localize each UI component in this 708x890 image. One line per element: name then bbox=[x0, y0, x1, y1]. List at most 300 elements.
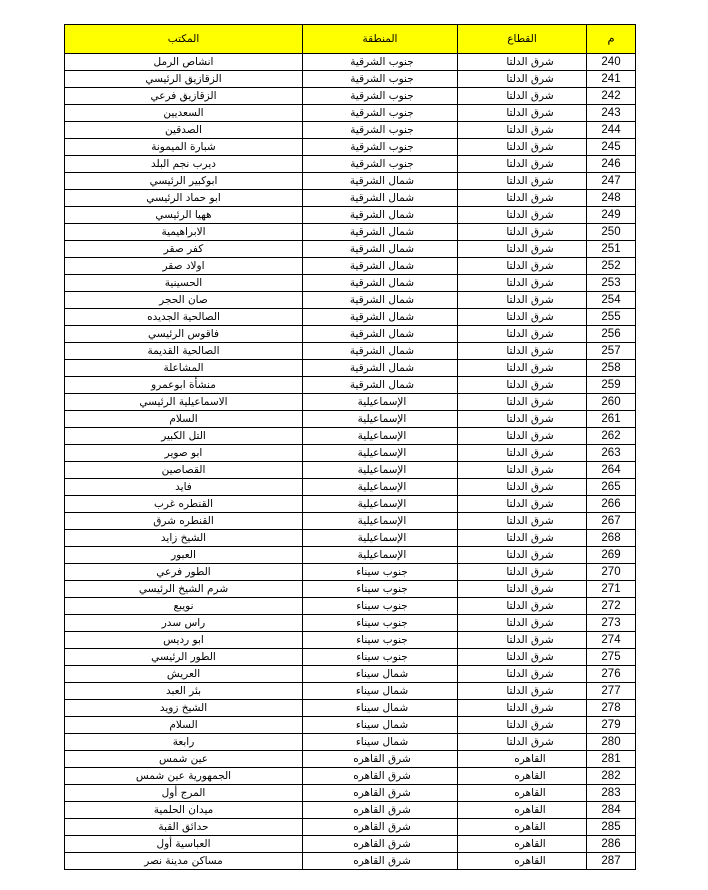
cell-area-text: جنوب سيناء bbox=[356, 634, 408, 646]
cell-num[interactable]: 265 bbox=[587, 479, 636, 496]
cell-sector[interactable] bbox=[458, 292, 587, 309]
cell-num[interactable]: 278 bbox=[587, 700, 636, 717]
cell-office[interactable]: العباسية أول bbox=[65, 836, 303, 853]
cell-sector[interactable] bbox=[458, 785, 587, 802]
cell-office[interactable]: شبارة الميمونة bbox=[65, 139, 303, 156]
cell-num[interactable]: 249 bbox=[587, 207, 636, 224]
cell-area-text: شمال الشرقية bbox=[349, 226, 415, 238]
cell-area-text: شمال الشرقية bbox=[349, 362, 415, 374]
table-row[interactable] bbox=[65, 462, 636, 479]
table-row[interactable] bbox=[65, 224, 636, 241]
cell-area-text: الإسماعيلية bbox=[357, 430, 407, 442]
cell-num[interactable]: 260 bbox=[587, 394, 636, 411]
cell-num[interactable]: 257 bbox=[587, 343, 636, 360]
cell-office[interactable]: حدائق القبة bbox=[65, 819, 303, 836]
cell-area[interactable] bbox=[303, 564, 458, 581]
table-row[interactable] bbox=[65, 496, 636, 513]
cell-sector[interactable] bbox=[458, 377, 587, 394]
cell-area[interactable] bbox=[303, 326, 458, 343]
table-row[interactable] bbox=[65, 241, 636, 258]
cell-sector[interactable] bbox=[458, 700, 587, 717]
cell-sector[interactable] bbox=[458, 156, 587, 173]
cell-office[interactable]: التل الكبير bbox=[65, 428, 303, 445]
cell-area[interactable] bbox=[303, 479, 458, 496]
cell-sector[interactable] bbox=[458, 564, 587, 581]
cell-area[interactable] bbox=[303, 615, 458, 632]
cell-area-text: الإسماعيلية bbox=[357, 413, 407, 425]
table-row[interactable] bbox=[65, 734, 636, 751]
cell-sector[interactable] bbox=[458, 734, 587, 751]
cell-num[interactable]: 282 bbox=[587, 768, 636, 785]
table-row[interactable] bbox=[65, 122, 636, 139]
cell-area-text: شمال سيناء bbox=[355, 668, 409, 680]
table-row[interactable] bbox=[65, 564, 636, 581]
cell-office[interactable]: صان الحجر bbox=[65, 292, 303, 309]
cell-num[interactable]: 266 bbox=[587, 496, 636, 513]
cell-area[interactable] bbox=[303, 700, 458, 717]
header-office: المكتب bbox=[65, 25, 303, 54]
table-row[interactable] bbox=[65, 71, 636, 88]
cell-office[interactable]: انشاص الرمل bbox=[65, 54, 303, 71]
cell-office[interactable]: الطور فرعي bbox=[65, 564, 303, 581]
cell-num[interactable]: 286 bbox=[587, 836, 636, 853]
cell-sector[interactable] bbox=[458, 581, 587, 598]
cell-area-text: جنوب الشرقية bbox=[350, 90, 414, 102]
cell-sector[interactable] bbox=[458, 207, 587, 224]
cell-sector-text: شرق الدلتا bbox=[506, 634, 554, 646]
cell-sector[interactable] bbox=[458, 802, 587, 819]
cell-num[interactable]: 271 bbox=[587, 581, 636, 598]
cell-area[interactable] bbox=[303, 598, 458, 615]
table-row[interactable] bbox=[65, 853, 636, 870]
cell-area[interactable] bbox=[303, 751, 458, 768]
cell-sector-text: القاهره bbox=[514, 770, 546, 782]
cell-office[interactable]: ابوكبير الرئيسي bbox=[65, 173, 303, 190]
cell-area-text: الإسماعيلية bbox=[357, 532, 407, 544]
cell-area[interactable] bbox=[303, 224, 458, 241]
cell-office[interactable]: الصدقين bbox=[65, 122, 303, 139]
cell-num[interactable]: 280 bbox=[587, 734, 636, 751]
cell-office[interactable]: راس سدر bbox=[65, 615, 303, 632]
table-row[interactable] bbox=[65, 394, 636, 411]
cell-num[interactable]: 277 bbox=[587, 683, 636, 700]
cell-num[interactable]: 264 bbox=[587, 462, 636, 479]
cell-num[interactable]: 269 bbox=[587, 547, 636, 564]
cell-num[interactable]: 285 bbox=[587, 819, 636, 836]
cell-area-text: جنوب سيناء bbox=[356, 566, 408, 578]
cell-num[interactable]: 287 bbox=[587, 853, 636, 870]
cell-office[interactable]: الزقازيق فرعي bbox=[65, 88, 303, 105]
offices-table bbox=[64, 24, 636, 870]
cell-area[interactable] bbox=[303, 207, 458, 224]
cell-sector-text: شرق الدلتا bbox=[506, 430, 554, 442]
cell-sector[interactable] bbox=[458, 615, 587, 632]
cell-area-text: جنوب الشرقية bbox=[350, 124, 414, 136]
cell-num[interactable]: 247 bbox=[587, 173, 636, 190]
cell-sector-text: القاهره bbox=[514, 855, 546, 867]
cell-office[interactable]: ههيا الرئيسي bbox=[65, 207, 303, 224]
cell-office[interactable]: ابو رديس bbox=[65, 632, 303, 649]
cell-sector-text: شرق الدلتا bbox=[506, 396, 554, 408]
cell-sector[interactable] bbox=[458, 360, 587, 377]
cell-area[interactable] bbox=[303, 241, 458, 258]
cell-sector[interactable] bbox=[458, 462, 587, 479]
table-row[interactable] bbox=[65, 615, 636, 632]
cell-area[interactable] bbox=[303, 581, 458, 598]
cell-num[interactable]: 261 bbox=[587, 411, 636, 428]
cell-area-text: الإسماعيلية bbox=[357, 396, 407, 408]
cell-office[interactable]: السعديين bbox=[65, 105, 303, 122]
cell-sector[interactable] bbox=[458, 683, 587, 700]
cell-area-text: شمال الشرقية bbox=[349, 243, 415, 255]
cell-sector[interactable] bbox=[458, 496, 587, 513]
table-row[interactable] bbox=[65, 768, 636, 785]
table-row[interactable] bbox=[65, 411, 636, 428]
cell-area[interactable] bbox=[303, 666, 458, 683]
cell-area-text: جنوب الشرقية bbox=[350, 141, 414, 153]
cell-office[interactable]: ابو حماد الرئيسي bbox=[65, 190, 303, 207]
cell-area[interactable] bbox=[303, 156, 458, 173]
cell-area[interactable] bbox=[303, 632, 458, 649]
cell-area[interactable] bbox=[303, 547, 458, 564]
cell-sector-text: شرق الدلتا bbox=[506, 413, 554, 425]
cell-num[interactable]: 263 bbox=[587, 445, 636, 462]
cell-num[interactable]: 262 bbox=[587, 428, 636, 445]
cell-area[interactable] bbox=[303, 190, 458, 207]
cell-num[interactable]: 275 bbox=[587, 649, 636, 666]
cell-num[interactable]: 245 bbox=[587, 139, 636, 156]
cell-office[interactable]: الشيخ زويد bbox=[65, 700, 303, 717]
cell-sector[interactable] bbox=[458, 632, 587, 649]
cell-sector[interactable] bbox=[458, 513, 587, 530]
cell-area[interactable] bbox=[303, 785, 458, 802]
cell-office[interactable]: القنطره شرق bbox=[65, 513, 303, 530]
table-row[interactable] bbox=[65, 819, 636, 836]
cell-sector[interactable] bbox=[458, 326, 587, 343]
cell-office[interactable]: المرج أول bbox=[65, 785, 303, 802]
cell-sector-text: شرق الدلتا bbox=[506, 90, 554, 102]
cell-area[interactable] bbox=[303, 649, 458, 666]
cell-num[interactable]: 259 bbox=[587, 377, 636, 394]
cell-num[interactable]: 258 bbox=[587, 360, 636, 377]
cell-sector[interactable] bbox=[458, 139, 587, 156]
table-row[interactable] bbox=[65, 309, 636, 326]
cell-office[interactable]: القصاصين bbox=[65, 462, 303, 479]
table-row[interactable] bbox=[65, 836, 636, 853]
cell-area[interactable] bbox=[303, 88, 458, 105]
cell-area[interactable] bbox=[303, 105, 458, 122]
cell-office[interactable]: اولاد صقر bbox=[65, 258, 303, 275]
cell-sector-text: شرق الدلتا bbox=[506, 311, 554, 323]
cell-area[interactable] bbox=[303, 717, 458, 734]
cell-sector[interactable] bbox=[458, 428, 587, 445]
cell-num[interactable]: 281 bbox=[587, 751, 636, 768]
cell-sector[interactable] bbox=[458, 411, 587, 428]
cell-office[interactable]: ميدان الحلمية bbox=[65, 802, 303, 819]
table-row[interactable] bbox=[65, 530, 636, 547]
cell-area-text: شمال سيناء bbox=[355, 719, 409, 731]
cell-sector[interactable] bbox=[458, 649, 587, 666]
cell-sector[interactable] bbox=[458, 275, 587, 292]
table-row[interactable] bbox=[65, 717, 636, 734]
cell-num[interactable]: 251 bbox=[587, 241, 636, 258]
cell-sector-text: القاهره bbox=[514, 804, 546, 816]
table-row[interactable] bbox=[65, 207, 636, 224]
cell-office[interactable]: الصالحية القديمة bbox=[65, 343, 303, 360]
table-row[interactable] bbox=[65, 326, 636, 343]
cell-area[interactable] bbox=[303, 275, 458, 292]
cell-area-text: جنوب سيناء bbox=[356, 617, 408, 629]
table-row[interactable] bbox=[65, 190, 636, 207]
cell-office[interactable]: الحسينية bbox=[65, 275, 303, 292]
cell-sector[interactable] bbox=[458, 853, 587, 870]
cell-sector-text: القاهره bbox=[514, 787, 546, 799]
cell-num[interactable]: 241 bbox=[587, 71, 636, 88]
cell-area-text: شرق القاهره bbox=[353, 753, 411, 765]
cell-num[interactable]: 255 bbox=[587, 309, 636, 326]
cell-num[interactable]: 242 bbox=[587, 88, 636, 105]
cell-area-text: شمال الشرقية bbox=[349, 311, 415, 323]
cell-office[interactable]: العبور bbox=[65, 547, 303, 564]
cell-sector[interactable] bbox=[458, 122, 587, 139]
cell-area[interactable] bbox=[303, 734, 458, 751]
cell-sector[interactable] bbox=[458, 241, 587, 258]
cell-office[interactable]: بئر العبد bbox=[65, 683, 303, 700]
cell-area-text: الإسماعيلية bbox=[357, 447, 407, 459]
cell-office[interactable]: كفر صقر bbox=[65, 241, 303, 258]
cell-area[interactable] bbox=[303, 360, 458, 377]
cell-sector-text: شرق الدلتا bbox=[506, 481, 554, 493]
cell-sector[interactable] bbox=[458, 224, 587, 241]
header-sector: القطاع bbox=[458, 25, 587, 54]
cell-office[interactable]: الاسماعيلية الرئيسي bbox=[65, 394, 303, 411]
cell-sector[interactable] bbox=[458, 343, 587, 360]
cell-office[interactable]: الابراهيمية bbox=[65, 224, 303, 241]
cell-sector[interactable] bbox=[458, 54, 587, 71]
cell-area[interactable] bbox=[303, 343, 458, 360]
cell-sector[interactable] bbox=[458, 190, 587, 207]
cell-sector[interactable] bbox=[458, 309, 587, 326]
table-row[interactable] bbox=[65, 360, 636, 377]
cell-sector-text: شرق الدلتا bbox=[506, 243, 554, 255]
cell-num[interactable]: 248 bbox=[587, 190, 636, 207]
cell-area[interactable] bbox=[303, 173, 458, 190]
table-row[interactable] bbox=[65, 428, 636, 445]
cell-office[interactable]: نويبع bbox=[65, 598, 303, 615]
cell-sector-text: شرق الدلتا bbox=[506, 515, 554, 527]
table-row[interactable] bbox=[65, 785, 636, 802]
cell-num[interactable]: 279 bbox=[587, 717, 636, 734]
table-row[interactable] bbox=[65, 598, 636, 615]
table-row[interactable] bbox=[65, 700, 636, 717]
cell-num[interactable]: 253 bbox=[587, 275, 636, 292]
cell-num[interactable]: 250 bbox=[587, 224, 636, 241]
cell-area-text: شمال سيناء bbox=[355, 685, 409, 697]
cell-area[interactable] bbox=[303, 71, 458, 88]
cell-num[interactable]: 240 bbox=[587, 54, 636, 71]
cell-office[interactable]: الصالحية الجديده bbox=[65, 309, 303, 326]
table-row[interactable] bbox=[65, 343, 636, 360]
cell-office[interactable]: الجمهورية عين شمس bbox=[65, 768, 303, 785]
cell-sector-text: شرق الدلتا bbox=[506, 532, 554, 544]
table-row[interactable] bbox=[65, 292, 636, 309]
cell-area[interactable] bbox=[303, 462, 458, 479]
cell-sector-text: شرق الدلتا bbox=[506, 107, 554, 119]
cell-office[interactable]: السلام bbox=[65, 411, 303, 428]
cell-area[interactable] bbox=[303, 394, 458, 411]
cell-sector-text: شرق الدلتا bbox=[506, 464, 554, 476]
cell-sector[interactable] bbox=[458, 71, 587, 88]
cell-area[interactable] bbox=[303, 139, 458, 156]
cell-sector[interactable] bbox=[458, 394, 587, 411]
cell-num[interactable]: 284 bbox=[587, 802, 636, 819]
cell-sector[interactable] bbox=[458, 836, 587, 853]
cell-sector-text: شرق الدلتا bbox=[506, 124, 554, 136]
cell-area[interactable] bbox=[303, 530, 458, 547]
cell-sector[interactable] bbox=[458, 751, 587, 768]
cell-sector-text: شرق الدلتا bbox=[506, 192, 554, 204]
cell-office[interactable]: فاقوس الرئيسي bbox=[65, 326, 303, 343]
cell-area-text: شرق القاهره bbox=[353, 838, 411, 850]
table-row[interactable] bbox=[65, 275, 636, 292]
cell-sector-text: شرق الدلتا bbox=[506, 362, 554, 374]
cell-sector[interactable] bbox=[458, 666, 587, 683]
table-row[interactable] bbox=[65, 479, 636, 496]
cell-sector[interactable] bbox=[458, 819, 587, 836]
cell-area[interactable] bbox=[303, 819, 458, 836]
table-row[interactable] bbox=[65, 649, 636, 666]
cell-office[interactable]: القنطره غرب bbox=[65, 496, 303, 513]
table-row[interactable] bbox=[65, 751, 636, 768]
cell-num[interactable]: 276 bbox=[587, 666, 636, 683]
cell-area[interactable] bbox=[303, 122, 458, 139]
cell-sector-text: شرق الدلتا bbox=[506, 685, 554, 697]
table-row[interactable] bbox=[65, 54, 636, 71]
table-row[interactable] bbox=[65, 513, 636, 530]
cell-office[interactable]: ابو صوير bbox=[65, 445, 303, 462]
cell-office[interactable]: الزقازيق الرئيسي bbox=[65, 71, 303, 88]
cell-area[interactable] bbox=[303, 496, 458, 513]
table-row[interactable] bbox=[65, 377, 636, 394]
table-row[interactable] bbox=[65, 156, 636, 173]
cell-num[interactable]: 267 bbox=[587, 513, 636, 530]
table-row[interactable] bbox=[65, 88, 636, 105]
cell-area[interactable] bbox=[303, 445, 458, 462]
cell-area-text: شمال الشرقية bbox=[349, 209, 415, 221]
cell-area-text: الإسماعيلية bbox=[357, 549, 407, 561]
cell-area[interactable] bbox=[303, 258, 458, 275]
table-row[interactable] bbox=[65, 173, 636, 190]
cell-area-text: الإسماعيلية bbox=[357, 481, 407, 493]
table-row[interactable] bbox=[65, 683, 636, 700]
cell-num[interactable]: 252 bbox=[587, 258, 636, 275]
cell-area[interactable] bbox=[303, 836, 458, 853]
cell-area[interactable] bbox=[303, 411, 458, 428]
cell-area-text: شمال سيناء bbox=[355, 702, 409, 714]
cell-office[interactable]: الطور الرئيسي bbox=[65, 649, 303, 666]
table-row[interactable] bbox=[65, 581, 636, 598]
cell-area[interactable] bbox=[303, 377, 458, 394]
cell-num[interactable]: 243 bbox=[587, 105, 636, 122]
cell-num[interactable]: 244 bbox=[587, 122, 636, 139]
cell-sector[interactable] bbox=[458, 258, 587, 275]
cell-office[interactable]: السلام bbox=[65, 717, 303, 734]
header-row bbox=[65, 25, 636, 54]
cell-num[interactable]: 270 bbox=[587, 564, 636, 581]
cell-sector[interactable] bbox=[458, 547, 587, 564]
cell-area[interactable] bbox=[303, 768, 458, 785]
table-row[interactable] bbox=[65, 139, 636, 156]
cell-area-text: شمال الشرقية bbox=[349, 294, 415, 306]
cell-office[interactable]: منشأة ابوعمرو bbox=[65, 377, 303, 394]
cell-sector-text: القاهره bbox=[514, 821, 546, 833]
cell-office[interactable]: المشاعلة bbox=[65, 360, 303, 377]
cell-sector-text: القاهره bbox=[514, 838, 546, 850]
cell-num[interactable]: 274 bbox=[587, 632, 636, 649]
cell-area-text: الإسماعيلية bbox=[357, 515, 407, 527]
cell-sector-text: شرق الدلتا bbox=[506, 226, 554, 238]
table-row[interactable] bbox=[65, 547, 636, 564]
cell-area[interactable] bbox=[303, 513, 458, 530]
cell-sector[interactable] bbox=[458, 530, 587, 547]
cell-office[interactable]: رابعة bbox=[65, 734, 303, 751]
cell-office[interactable]: شرم الشيخ الرئيسي bbox=[65, 581, 303, 598]
table-row[interactable] bbox=[65, 802, 636, 819]
cell-num[interactable]: 246 bbox=[587, 156, 636, 173]
cell-area[interactable] bbox=[303, 802, 458, 819]
cell-sector[interactable] bbox=[458, 598, 587, 615]
cell-area[interactable] bbox=[303, 683, 458, 700]
cell-area-text: شمال الشرقية bbox=[349, 328, 415, 340]
cell-sector[interactable] bbox=[458, 717, 587, 734]
cell-area-text: شرق القاهره bbox=[353, 770, 411, 782]
cell-num[interactable]: 283 bbox=[587, 785, 636, 802]
cell-area[interactable] bbox=[303, 292, 458, 309]
cell-sector-text: القاهره bbox=[514, 753, 546, 765]
cell-num[interactable]: 268 bbox=[587, 530, 636, 547]
cell-office[interactable]: فايد bbox=[65, 479, 303, 496]
cell-office[interactable]: مساكن مدينة نصر bbox=[65, 853, 303, 870]
cell-area[interactable] bbox=[303, 428, 458, 445]
cell-office[interactable]: ديرب نجم البلد bbox=[65, 156, 303, 173]
cell-num[interactable]: 254 bbox=[587, 292, 636, 309]
cell-area[interactable] bbox=[303, 853, 458, 870]
table-row[interactable] bbox=[65, 666, 636, 683]
cell-sector-text: شرق الدلتا bbox=[506, 617, 554, 629]
cell-office[interactable]: الشيخ زايد bbox=[65, 530, 303, 547]
cell-office[interactable]: عين شمس bbox=[65, 751, 303, 768]
table-row[interactable] bbox=[65, 445, 636, 462]
cell-area[interactable] bbox=[303, 54, 458, 71]
table-row[interactable] bbox=[65, 105, 636, 122]
cell-sector[interactable] bbox=[458, 105, 587, 122]
cell-area[interactable] bbox=[303, 309, 458, 326]
table-row[interactable] bbox=[65, 258, 636, 275]
cell-area-text: جنوب سيناء bbox=[356, 583, 408, 595]
cell-office[interactable]: العريش bbox=[65, 666, 303, 683]
cell-sector[interactable] bbox=[458, 445, 587, 462]
cell-num[interactable]: 273 bbox=[587, 615, 636, 632]
cell-sector-text: شرق الدلتا bbox=[506, 651, 554, 663]
cell-num[interactable]: 272 bbox=[587, 598, 636, 615]
cell-area-text: شمال الشرقية bbox=[349, 277, 415, 289]
cell-sector[interactable] bbox=[458, 173, 587, 190]
cell-num[interactable]: 256 bbox=[587, 326, 636, 343]
cell-sector[interactable] bbox=[458, 88, 587, 105]
cell-sector[interactable] bbox=[458, 768, 587, 785]
cell-sector[interactable] bbox=[458, 479, 587, 496]
table-row[interactable] bbox=[65, 632, 636, 649]
